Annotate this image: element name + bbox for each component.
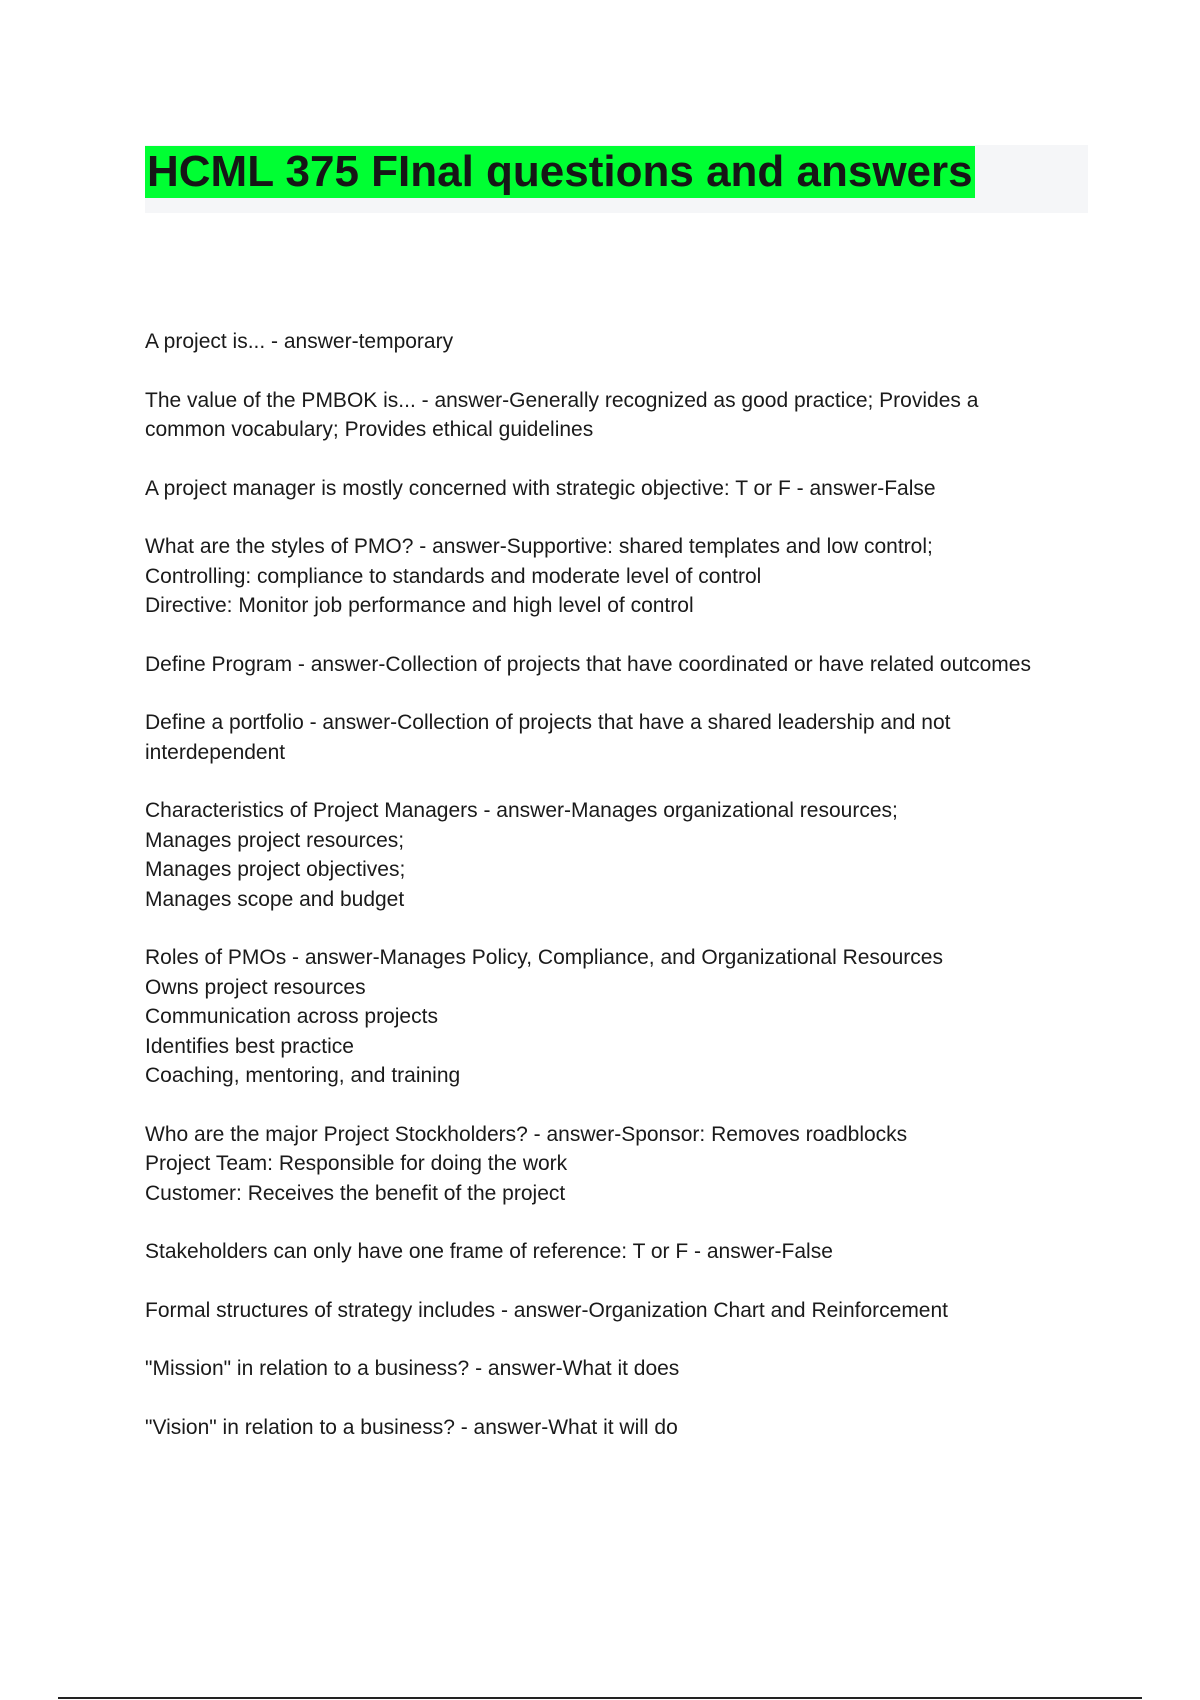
qa-question-line: What are the styles of PMO? - answer-Supportive: shared templates and low control; xyxy=(145,535,933,558)
qa-answer-line: Manages project resources; xyxy=(145,828,405,852)
qa-question-line: A project is... - answer-temporary xyxy=(145,330,454,353)
qa-item xyxy=(145,1413,1085,1443)
qa-question-line: Roles of PMOs - answer-Manages Policy, Compliance, and Organizational Resources xyxy=(145,946,943,969)
qa-question-line: Stakeholders can only have one frame of reference: T or F - answer-False xyxy=(145,1240,833,1263)
qa-answer-line: Manages scope and budget xyxy=(145,887,405,911)
qa-item xyxy=(145,474,1085,504)
qa-item xyxy=(145,532,1085,621)
qa-item xyxy=(145,796,1085,914)
qa-item xyxy=(145,708,1085,767)
qa-item xyxy=(145,386,1085,445)
qa-question-line: "Mission" in relation to a business? - answer-What it does xyxy=(145,1357,680,1380)
qa-answer-line: Communication across projects xyxy=(145,1005,438,1028)
qa-item xyxy=(145,1237,1085,1267)
qa-item xyxy=(145,1354,1085,1384)
qa-answer-line: Project Team: Responsible for doing the work xyxy=(145,1152,568,1175)
qa-question-line: The value of the PMBOK is... - answer-Generally recognized as good practice; Provides a xyxy=(145,388,979,412)
qa-answer-line: Manages project objectives; xyxy=(145,858,406,881)
qa-answer-line: Customer: Receives the benefit of the project xyxy=(145,1181,566,1205)
qa-question-line: Who are the major Project Stockholders? - answer-Sponsor: Removes roadblocks xyxy=(145,1122,908,1146)
footer-rule xyxy=(58,1697,1142,1699)
qa-answer-line: common vocabulary; Provides ethical guidelines xyxy=(145,418,594,441)
qa-question-line: Characteristics of Project Managers - answer-Manages organizational resources; xyxy=(145,799,898,822)
qa-answer-line: Coaching, mentoring, and training xyxy=(145,1064,461,1087)
qa-item xyxy=(145,1120,1085,1209)
qa-question-line: Formal structures of strategy includes - answer-Organization Chart and Reinforcement xyxy=(145,1298,949,1322)
qa-item xyxy=(145,327,1085,357)
qa-item xyxy=(145,1296,1085,1326)
qa-answer-line: Owns project resources xyxy=(145,975,366,999)
document-title: HCML 375 FInal questions and answers xyxy=(147,147,973,196)
qa-answer-line: Identifies best practice xyxy=(145,1034,354,1058)
qa-question-line: Define Program - answer-Collection of projects that have coordinated or have related outcomes xyxy=(145,652,1031,676)
qa-question-line: A project manager is mostly concerned with strategic objective: T or F - answer-False xyxy=(145,476,936,500)
qa-question-line: "Vision" in relation to a business? - answer-What it will do xyxy=(145,1415,678,1439)
qa-item xyxy=(145,650,1085,680)
qa-answer-line: interdependent xyxy=(145,740,286,764)
qa-item xyxy=(145,943,1085,1091)
qa-list xyxy=(145,327,1085,1471)
qa-answer-line: Controlling: compliance to standards and moderate level of control xyxy=(145,564,762,588)
qa-answer-line: Directive: Monitor job performance and high level of control xyxy=(145,594,694,617)
qa-question-line: Define a portfolio - answer-Collection of projects that have a shared leadership and not xyxy=(145,711,951,734)
